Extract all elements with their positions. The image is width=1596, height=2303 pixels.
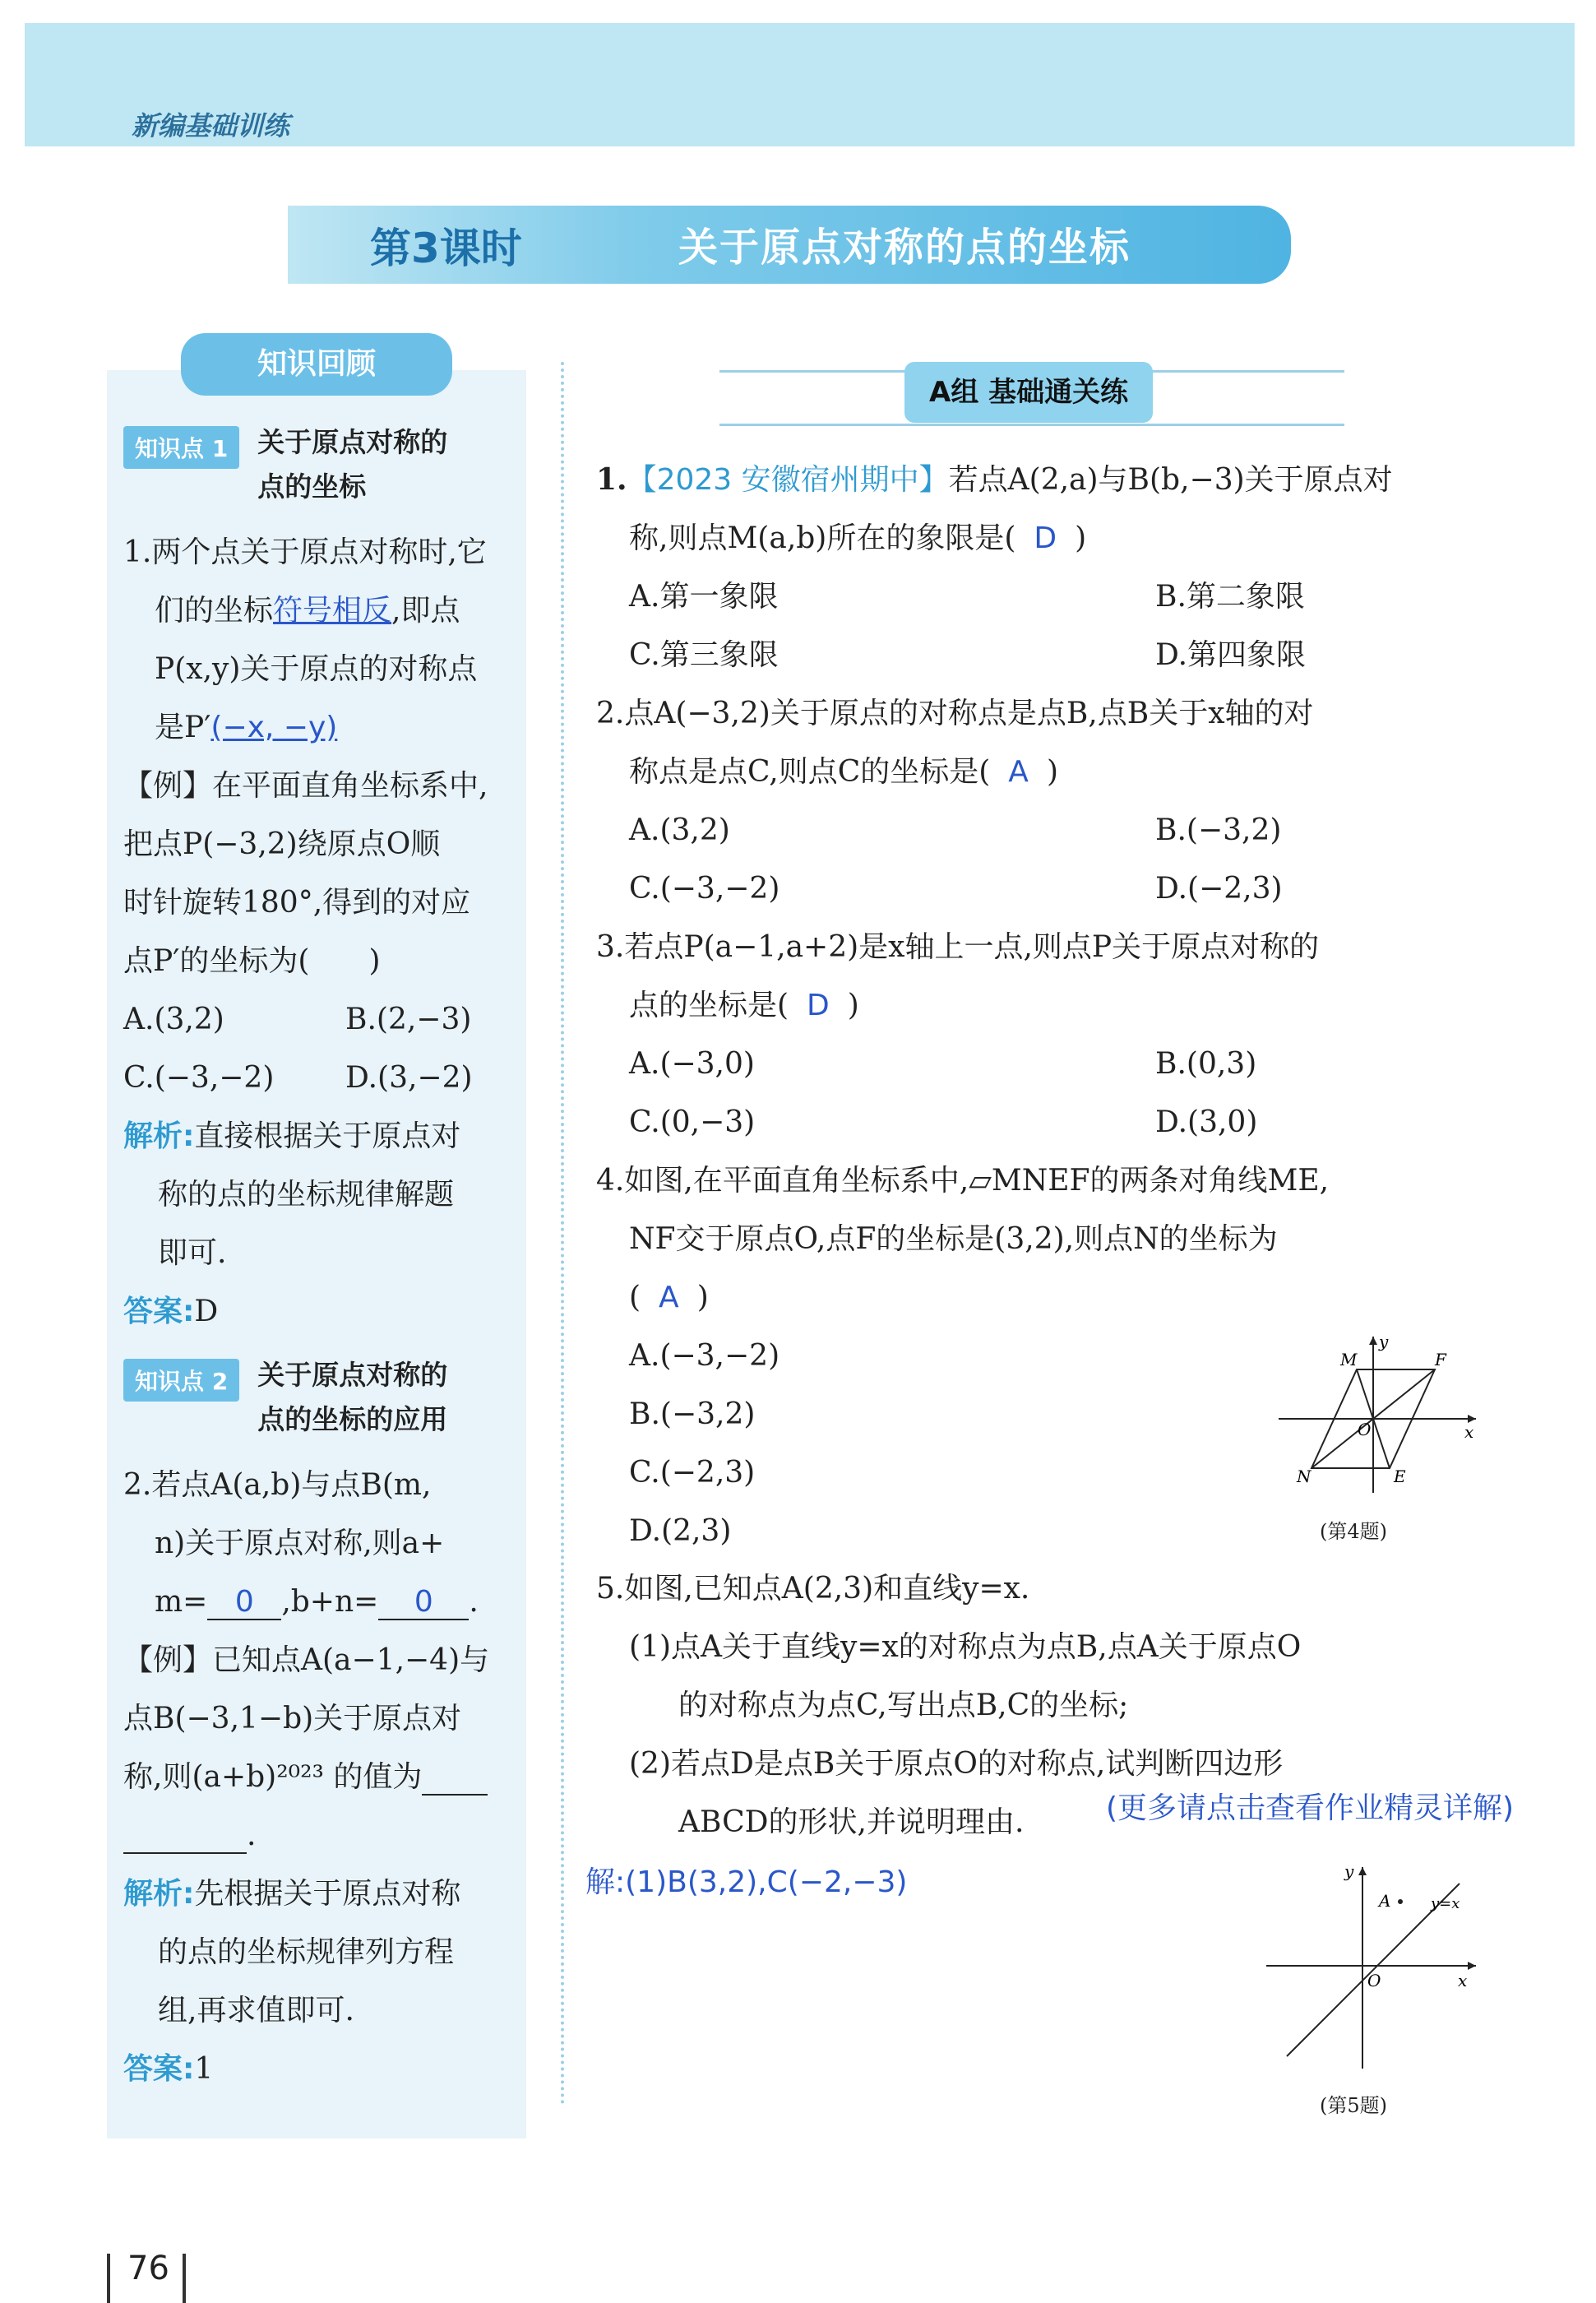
group-a-label: A组 基础通关练	[904, 362, 1153, 423]
question-5-figure	[1262, 1859, 1484, 2073]
svg-text:x: x	[1464, 1422, 1474, 1442]
svg-text:M: M	[1340, 1350, 1358, 1369]
svg-text:O: O	[1367, 1971, 1381, 1990]
kp2-badge: 知识点 2	[123, 1359, 239, 1402]
svg-text:A: A	[1379, 1891, 1391, 1911]
lesson-number: 第3课时	[370, 225, 522, 272]
rule-answer-1: 符号相反	[273, 594, 392, 628]
question-4-answer: A	[659, 1281, 679, 1314]
question-2-answer: A	[1008, 755, 1029, 789]
kp1-title: 关于原点对称的 点的坐标	[257, 426, 448, 503]
more-details-link[interactable]: (更多请点击查看作业精灵详解)	[1106, 1791, 1515, 1825]
kp2-title: 关于原点对称的 点的坐标的应用	[257, 1359, 448, 1435]
question-2: 2.点A(−3,2)关于原点的对称点是点B,点B关于x轴的对 称点是点C,则点C的坐标是( A ) A.(3,2) B.(−3,2) C.(−3,−2) D.(−2,3)	[596, 697, 1314, 906]
example-1: 【例】在平面直角坐标系中, 把点P(−3,2)绕原点O顺 时针旋转180°,得到的对应 点P′的坐标为( ) A.(3,2) B.(2,−3) C.(−3,−2) D.(3,−2) 解析:直接根据关于原点对 称的点的坐标规律解题 即可. 答案:D	[123, 769, 488, 1328]
question-1: 1.【2023 安徽宿州期中】若点A(2,a)与B(b,−3)关于原点对 称,则点M(a,b)所在的象限是( D ) A.第一象限 B.第二象限 C.第三象限 D.第四象限	[596, 462, 1393, 672]
svg-text:y=x: y=x	[1431, 1895, 1460, 1912]
blank-2: 0	[378, 1586, 469, 1620]
knowledge-point-1	[123, 426, 447, 515]
rule-answer-2: (−x, −y)	[210, 711, 338, 744]
svg-text:x: x	[1458, 1971, 1468, 1990]
svg-text:y: y	[1344, 1861, 1354, 1881]
page-number-bar-left	[107, 2254, 110, 2303]
column-divider	[561, 362, 564, 2106]
question-3-answer: D	[807, 989, 830, 1022]
blank-1: 0	[207, 1586, 281, 1620]
rule-text: 1.两个点关于原点对称时,它 们的坐标符号相反,即点 P(x,y)关于原点的对称点 是P′(−x, −y)	[123, 535, 487, 744]
question-3: 3.若点P(a−1,a+2)是x轴上一点,则点P关于原点对称的 点的坐标是( D ) A.(−3,0) B.(0,3) C.(0,−3) D.(3,0)	[596, 930, 1320, 1139]
svg-text:y: y	[1379, 1332, 1389, 1351]
knowledge-point-2	[123, 1359, 447, 1448]
knowledge-review-label: 知识回顾	[181, 333, 452, 396]
solution-text: 解:(1)B(3,2),C(−2,−3)	[585, 1865, 908, 1899]
kp1-badge: 知识点 1	[123, 426, 239, 469]
svg-text:F: F	[1435, 1350, 1446, 1369]
page-number-bar-right	[183, 2254, 186, 2303]
svg-text:E: E	[1394, 1467, 1406, 1486]
question-1-source: 【2023 安徽宿州期中】	[627, 463, 949, 497]
question-1-answer: D	[1034, 521, 1057, 555]
question-4-figure	[1270, 1332, 1484, 1497]
question-5: 5.如图,已知点A(2,3)和直线y=x. (1)点A关于直线y=x的对称点为点B,点A关于原点O 的对称点为点C,写出点B,C的坐标; (2)若点D是点B关于原点O的对称点,试判断四边形 ABCD的形状,并说明理由.	[596, 1572, 1302, 1839]
question-4-caption: (第4题)	[1320, 1520, 1387, 1543]
question-5-caption: (第5题)	[1320, 2094, 1387, 2117]
question-4: 4.如图,在平面直角坐标系中,▱MNEF的两条对角线ME, NF交于原点O,点F的坐标是(3,2),则点N的坐标为 ( A ) A.(−3,−2) B.(−3,2) C.(−2,3) D.(2,3)	[596, 1164, 1330, 1548]
question-2-left: 2.若点A(a,b)与点B(m, n)关于原点对称,则a+ m= 0 ,b+n= 0 . 【例】已知点A(a−1,−4)与 点B(−3,1−b)关于原点对 称,则(a+b)²⁰²³ 的值为 . 解析:先根据关于原点对称 的点的坐标规律列方程 组,再求值即可. 答案:1	[123, 1468, 490, 2086]
page-title: 关于原点对称的点的坐标	[678, 225, 1131, 271]
svg-text:N: N	[1297, 1467, 1311, 1486]
series-title: 新编基础训练	[132, 110, 290, 141]
svg-text:O: O	[1358, 1420, 1372, 1439]
page-number: 76	[127, 2250, 169, 2287]
